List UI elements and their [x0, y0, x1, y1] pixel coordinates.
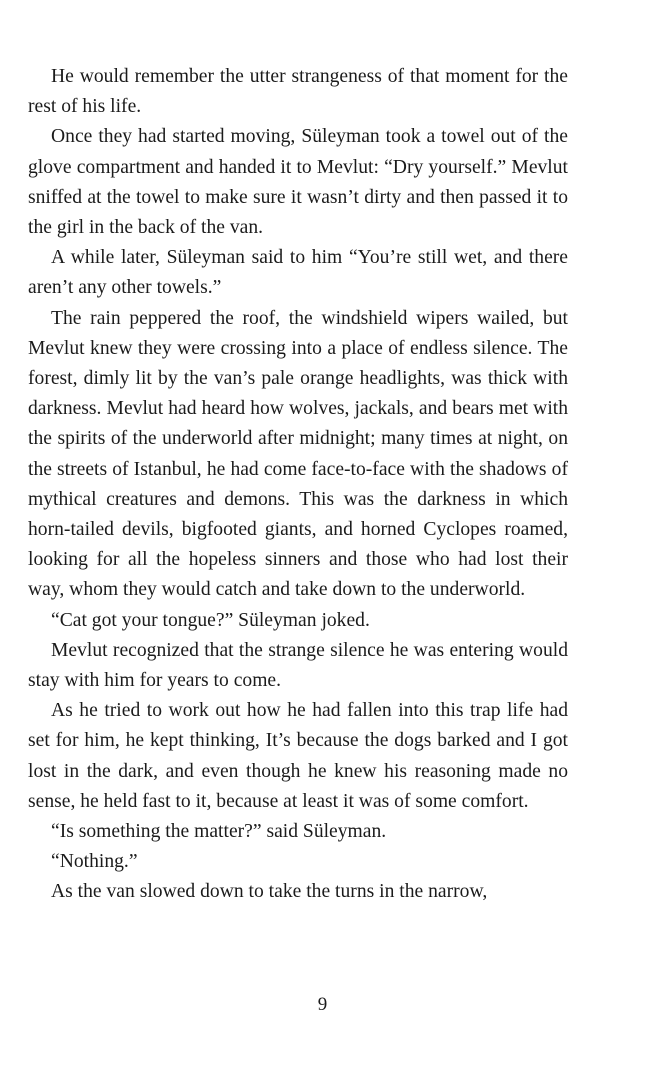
paragraph: “Cat got your tongue?” Süleyman joked. — [51, 609, 370, 631]
paragraph: As he tried to work out how he had fallen into this trap life had set for him, he kept thinking, It’s because the dogs barked and I got lost in the dark, and even though he knew his reasoning made no sense, he held fast to it, because at least it was of some comfort. — [28, 700, 568, 812]
paragraph: As the van slowed down to take the turns in the narrow, — [51, 881, 488, 903]
body-text — [28, 62, 568, 908]
page-number: 9 — [317, 994, 328, 1015]
paragraph: He would remember the utter strangeness of that moment for the rest of his life. — [28, 66, 568, 118]
paragraph: The rain peppered the roof, the windshield wipers wailed, but Mevlut knew they were crossing into a place of endless silence. The forest, dimly lit by the van’s pale orange headlights, was thick with darkness. Mevlut had heard how wolves, jackals, and bears met with the spirits of the underworld after midnight; many times at night, on the streets of Istanbul, he had come face-to-face with the shadows of mythical creatures and demons. This was the darkness in which horn-tailed devils, bigfooted giants, and horned Cyclopes roamed, looking for all the hopeless sinners and those who had lost their way, whom they would catch and take down to the underworld. — [28, 307, 568, 601]
paragraph: A while later, Süleyman said to him “You’re still wet, and there aren’t any other towels.” — [28, 247, 568, 299]
paragraph: “Is something the matter?” said Süleyman. — [51, 821, 387, 843]
paragraph: Mevlut recognized that the strange silence he was entering would stay with him for years to come. — [28, 639, 568, 692]
paragraph: “Nothing.” — [51, 851, 138, 873]
paragraph: Once they had started moving, Süleyman took a towel out of the glove compartment and handed it to Mevlut: “Dry yourself.” Mevlut sniffed at the towel to make sure it wasn’t dirty and then passed it to the girl in the back of the van. — [28, 126, 568, 239]
